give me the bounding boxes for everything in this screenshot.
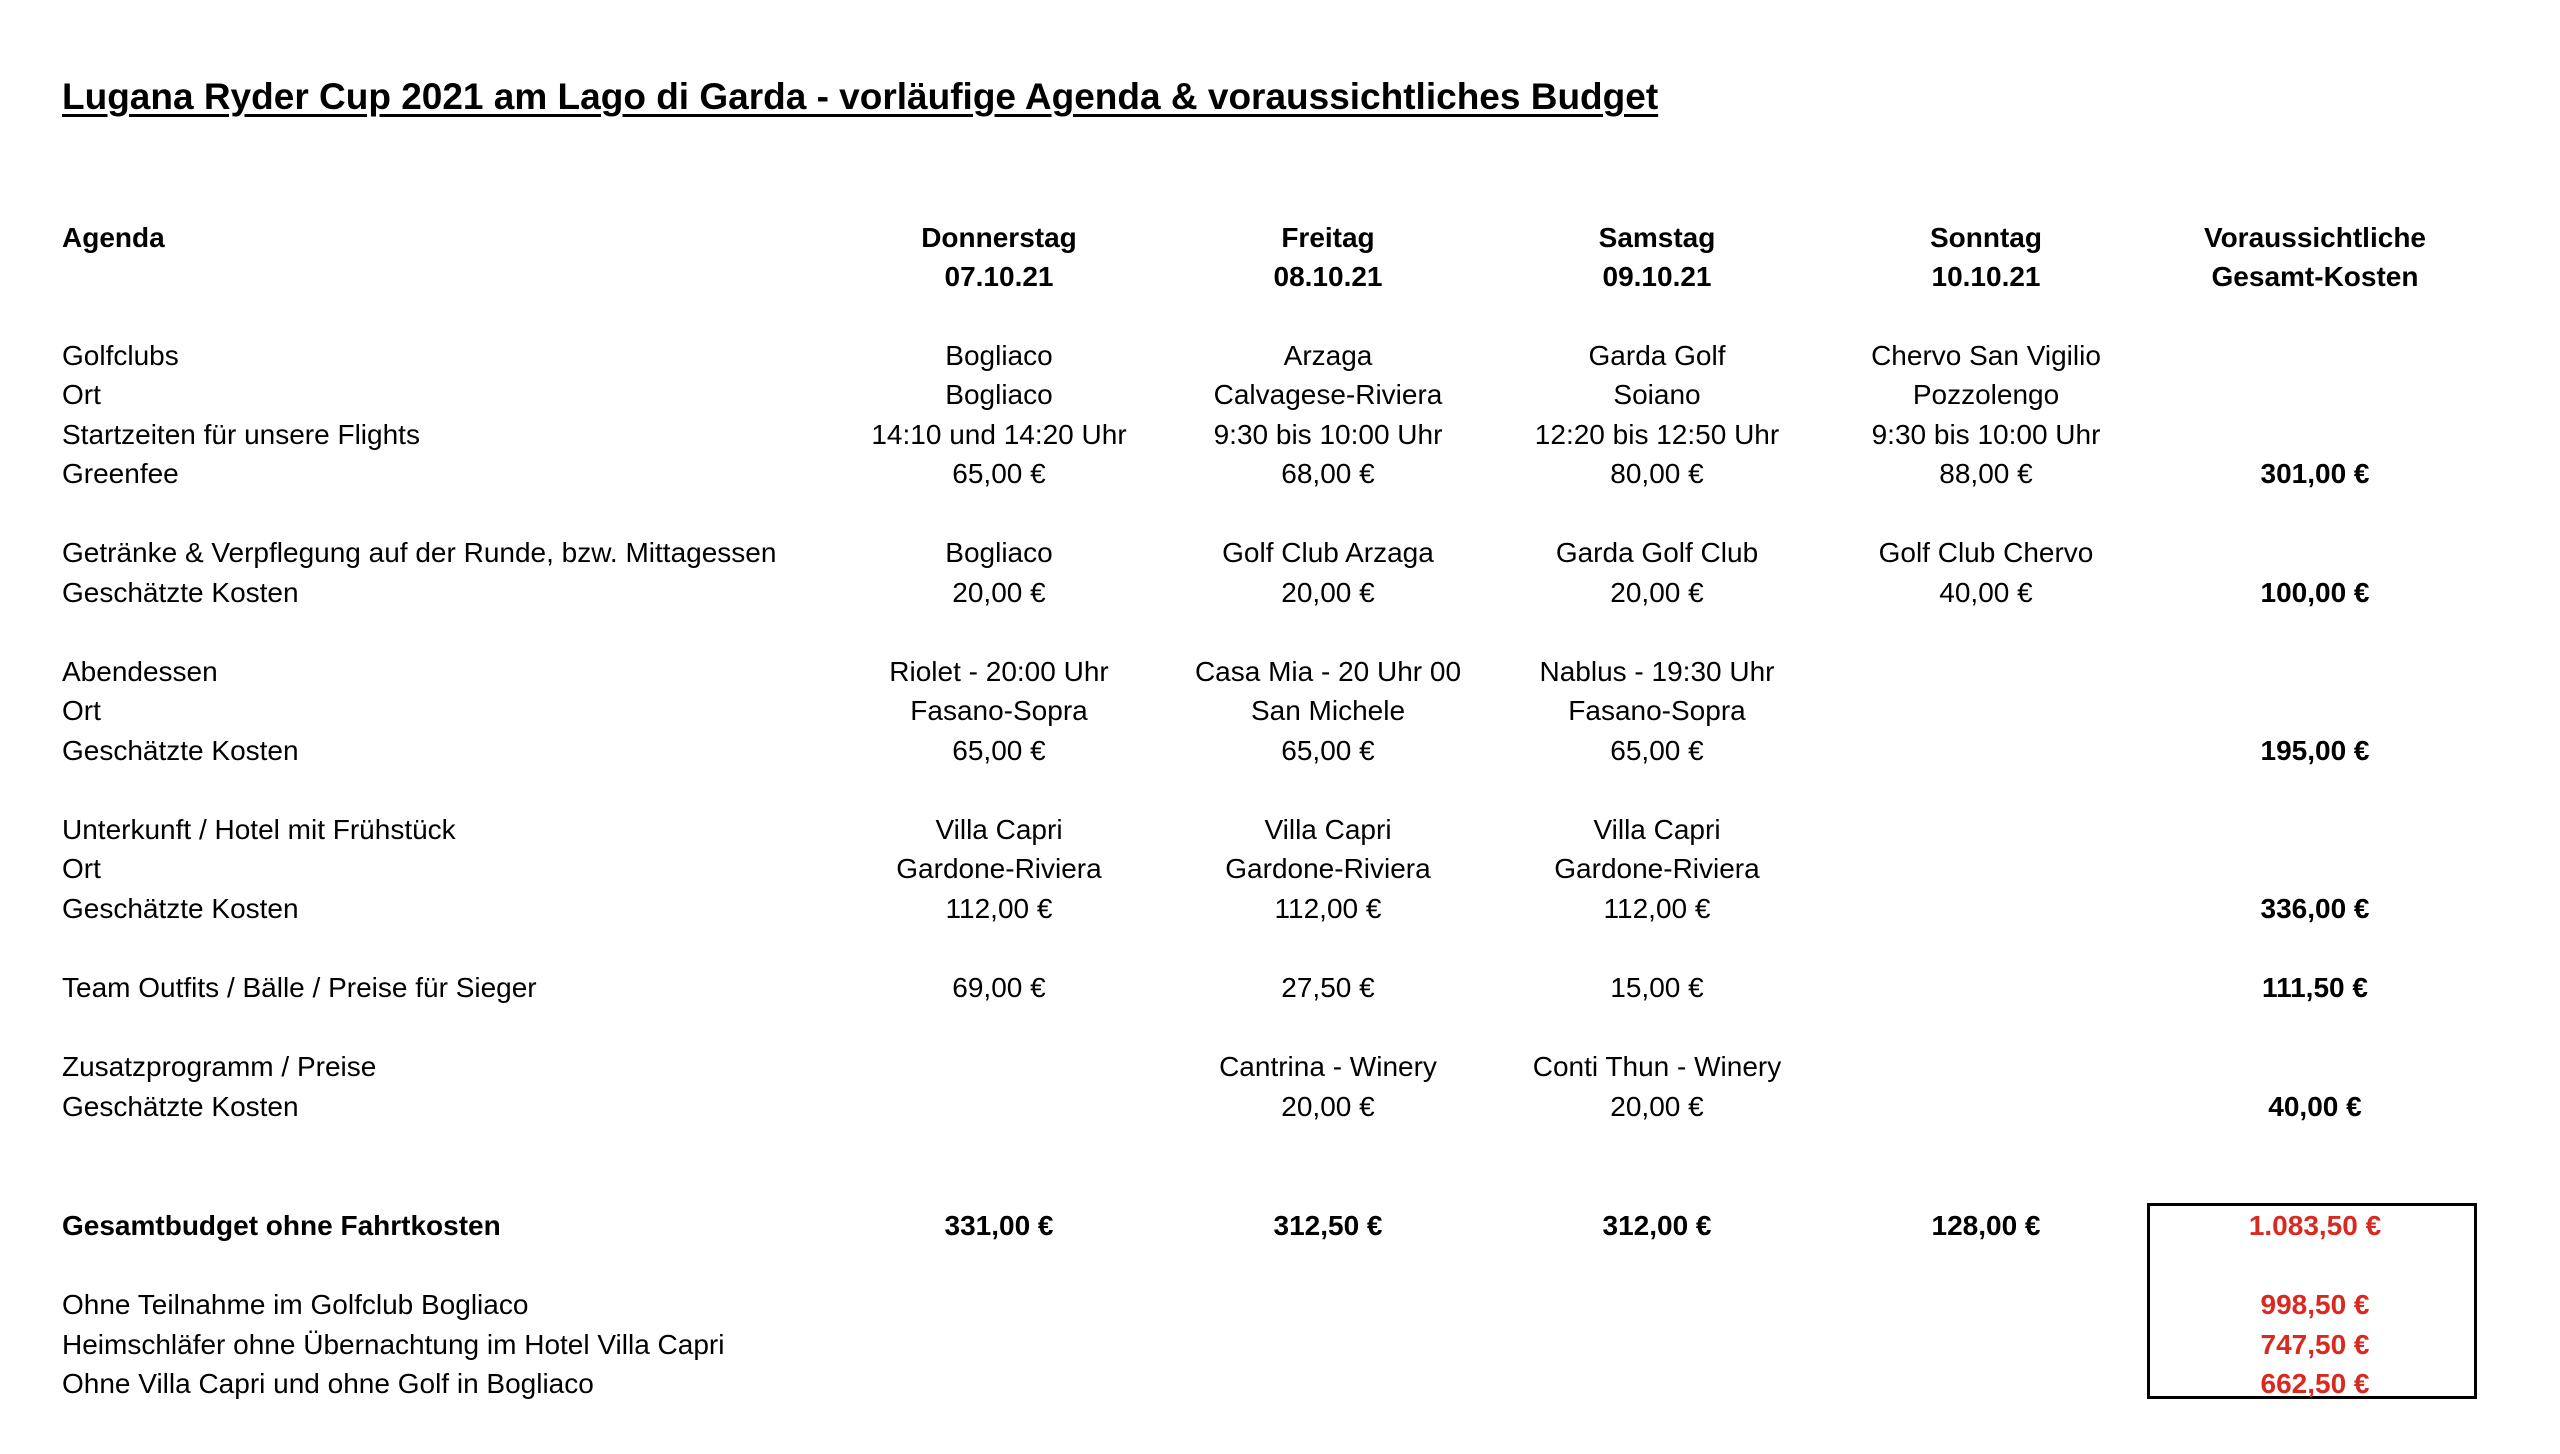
- row-cell-fri: Golf Club Arzaga: [1222, 537, 1434, 568]
- row-cell-sat: Gardone-Riviera: [1554, 853, 1760, 884]
- row-cell-sat: 112,00 €: [1603, 893, 1711, 924]
- row-cell-thu: Gardone-Riviera: [896, 853, 1102, 884]
- row-label: Zusatzprogramm / Preise: [62, 1051, 377, 1082]
- table-row: [0, 731, 2560, 771]
- row-cell-sat: Garda Golf Club: [1555, 537, 1759, 568]
- row-cell-fri: San Michele: [1250, 695, 1406, 726]
- row-cell-fri: 27,50 €: [1281, 972, 1375, 1003]
- row-cell-thu: Riolet - 20:00 Uhr: [889, 656, 1109, 687]
- table-row: [0, 336, 2560, 376]
- table-row: [0, 810, 2560, 850]
- row-total: 40,00 €: [2268, 1091, 2362, 1122]
- summary-thu: 331,00 €: [944, 1210, 1054, 1241]
- row-label: Geschätzte Kosten: [62, 1091, 299, 1122]
- page-title: Lugana Ryder Cup 2021 am Lago di Garda - vorläufige Agenda & voraussichtliches Budget: [62, 76, 1659, 117]
- alternative-label: Heimschläfer ohne Übernachtung im Hotel Villa Capri: [62, 1329, 725, 1360]
- row-total: 100,00 €: [2260, 577, 2370, 608]
- row-cell-fri: Cantrina - Winery: [1219, 1051, 1437, 1082]
- alternative-label: Ohne Villa Capri und ohne Golf in Bogliaco: [62, 1368, 594, 1399]
- summary-row: [0, 1206, 2560, 1246]
- row-cell-thu: 14:10 und 14:20 Uhr: [871, 419, 1127, 450]
- row-cell-sun: Golf Club Chervo: [1878, 537, 2094, 568]
- row-cell-sat: Conti Thun - Winery: [1532, 1051, 1782, 1082]
- row-label: Team Outfits / Bälle / Preise für Sieger: [62, 972, 537, 1003]
- total-header-line-1: Voraussichtliche: [2203, 222, 2426, 253]
- day-name-3: Samstag: [1598, 222, 1716, 253]
- row-cell-fri: Calvagese-Riviera: [1213, 379, 1443, 410]
- row-label: Ort: [62, 853, 101, 884]
- table-row: [0, 889, 2560, 929]
- row-label: Ort: [62, 695, 101, 726]
- row-cell-fri: 9:30 bis 10:00 Uhr: [1213, 419, 1443, 450]
- row-cell-fri: 20,00 €: [1281, 1091, 1375, 1122]
- row-cell-sat: 20,00 €: [1610, 577, 1704, 608]
- alternative-row: [0, 1285, 2560, 1325]
- row-cell-thu: Bogliaco: [945, 340, 1053, 371]
- row-cell-sat: 15,00 €: [1610, 972, 1704, 1003]
- row-label: Unterkunft / Hotel mit Frühstück: [62, 814, 456, 845]
- row-cell-thu: Villa Capri: [935, 814, 1063, 845]
- row-cell-sat: Villa Capri: [1593, 814, 1721, 845]
- row-label: Abendessen: [62, 656, 218, 687]
- day-date-2: 08.10.21: [1273, 261, 1383, 292]
- row-cell-sat: 80,00 €: [1610, 458, 1704, 489]
- table-row: [0, 454, 2560, 494]
- row-cell-sat: 65,00 €: [1610, 735, 1704, 766]
- row-total: 111,50 €: [2262, 972, 2368, 1003]
- alternative-row: [0, 1364, 2560, 1404]
- row-total: 301,00 €: [2260, 458, 2370, 489]
- row-cell-fri: 68,00 €: [1281, 458, 1375, 489]
- row-cell-thu: 112,00 €: [945, 893, 1053, 924]
- row-cell-thu: Bogliaco: [945, 537, 1053, 568]
- row-cell-fri: 65,00 €: [1281, 735, 1375, 766]
- total-header-line-2: Gesamt-Kosten: [2211, 261, 2419, 292]
- table-row: [0, 573, 2560, 613]
- table-row: [0, 1047, 2560, 1087]
- row-total: 336,00 €: [2260, 893, 2370, 924]
- row-cell-sat: 12:20 bis 12:50 Uhr: [1534, 419, 1780, 450]
- row-label: Geschätzte Kosten: [62, 735, 299, 766]
- alternative-total: 662,50 €: [2260, 1368, 2370, 1399]
- row-cell-sun: Chervo San Vigilio: [1871, 340, 2101, 371]
- day-name-2: Freitag: [1281, 222, 1375, 253]
- summary-label: Gesamtbudget ohne Fahrtkosten: [62, 1210, 501, 1241]
- row-cell-sat: Nablus - 19:30 Uhr: [1539, 656, 1775, 687]
- row-cell-thu: Fasano-Sopra: [910, 695, 1088, 726]
- row-total: 195,00 €: [2260, 735, 2370, 766]
- row-label: Geschätzte Kosten: [62, 893, 299, 924]
- table-header-row-1: [0, 218, 2560, 258]
- row-cell-fri: Arzaga: [1283, 340, 1373, 371]
- table-header-row-2: [0, 257, 2560, 297]
- table-row: [0, 415, 2560, 455]
- row-cell-sat: Soiano: [1613, 379, 1701, 410]
- row-cell-thu: 20,00 €: [952, 577, 1046, 608]
- alternative-total: 998,50 €: [2260, 1289, 2370, 1320]
- table-row: [0, 691, 2560, 731]
- row-label: Getränke & Verpflegung auf der Runde, bzw. Mittagessen: [62, 537, 777, 568]
- table-row: [0, 533, 2560, 573]
- row-label: Ort: [62, 379, 101, 410]
- row-label: Startzeiten für unsere Flights: [62, 419, 420, 450]
- alternative-total: 747,50 €: [2260, 1329, 2370, 1360]
- summary-sat: 312,00 €: [1602, 1210, 1712, 1241]
- row-cell-fri: 112,00 €: [1274, 893, 1382, 924]
- day-name-4: Sonntag: [1930, 222, 2042, 253]
- table-row: [0, 375, 2560, 415]
- day-name-1: Donnerstag: [921, 222, 1077, 253]
- row-cell-sun: 40,00 €: [1939, 577, 2033, 608]
- row-cell-sun: 88,00 €: [1939, 458, 2033, 489]
- row-cell-fri: Casa Mia - 20 Uhr 00: [1194, 656, 1462, 687]
- day-date-1: 07.10.21: [944, 261, 1054, 292]
- table-row: [0, 652, 2560, 692]
- row-cell-sun: Pozzolengo: [1912, 379, 2060, 410]
- agenda-header: Agenda: [62, 222, 165, 253]
- summary-sun: 128,00 €: [1931, 1210, 2041, 1241]
- row-cell-thu: 65,00 €: [952, 458, 1046, 489]
- table-row: [0, 849, 2560, 889]
- row-label: Greenfee: [62, 458, 179, 489]
- row-cell-fri: Villa Capri: [1264, 814, 1392, 845]
- table-row: [0, 1087, 2560, 1127]
- row-cell-fri: 20,00 €: [1281, 577, 1375, 608]
- row-cell-sat: 20,00 €: [1610, 1091, 1704, 1122]
- table-row: [0, 968, 2560, 1008]
- row-cell-sat: Garda Golf: [1588, 340, 1726, 371]
- row-label: Golfclubs: [62, 340, 179, 371]
- summary-total: 1.083,50 €: [2248, 1210, 2382, 1241]
- alternative-label: Ohne Teilnahme im Golfclub Bogliaco: [62, 1289, 529, 1320]
- row-cell-fri: Gardone-Riviera: [1225, 853, 1431, 884]
- row-cell-thu: 69,00 €: [952, 972, 1046, 1003]
- alternative-row: [0, 1325, 2560, 1365]
- row-label: Geschätzte Kosten: [62, 577, 299, 608]
- day-date-3: 09.10.21: [1602, 261, 1712, 292]
- day-date-4: 10.10.21: [1931, 261, 2041, 292]
- summary-fri: 312,50 €: [1273, 1210, 1383, 1241]
- row-cell-sun: 9:30 bis 10:00 Uhr: [1871, 419, 2101, 450]
- row-cell-thu: 65,00 €: [952, 735, 1046, 766]
- row-cell-sat: Fasano-Sopra: [1568, 695, 1746, 726]
- row-cell-thu: Bogliaco: [945, 379, 1053, 410]
